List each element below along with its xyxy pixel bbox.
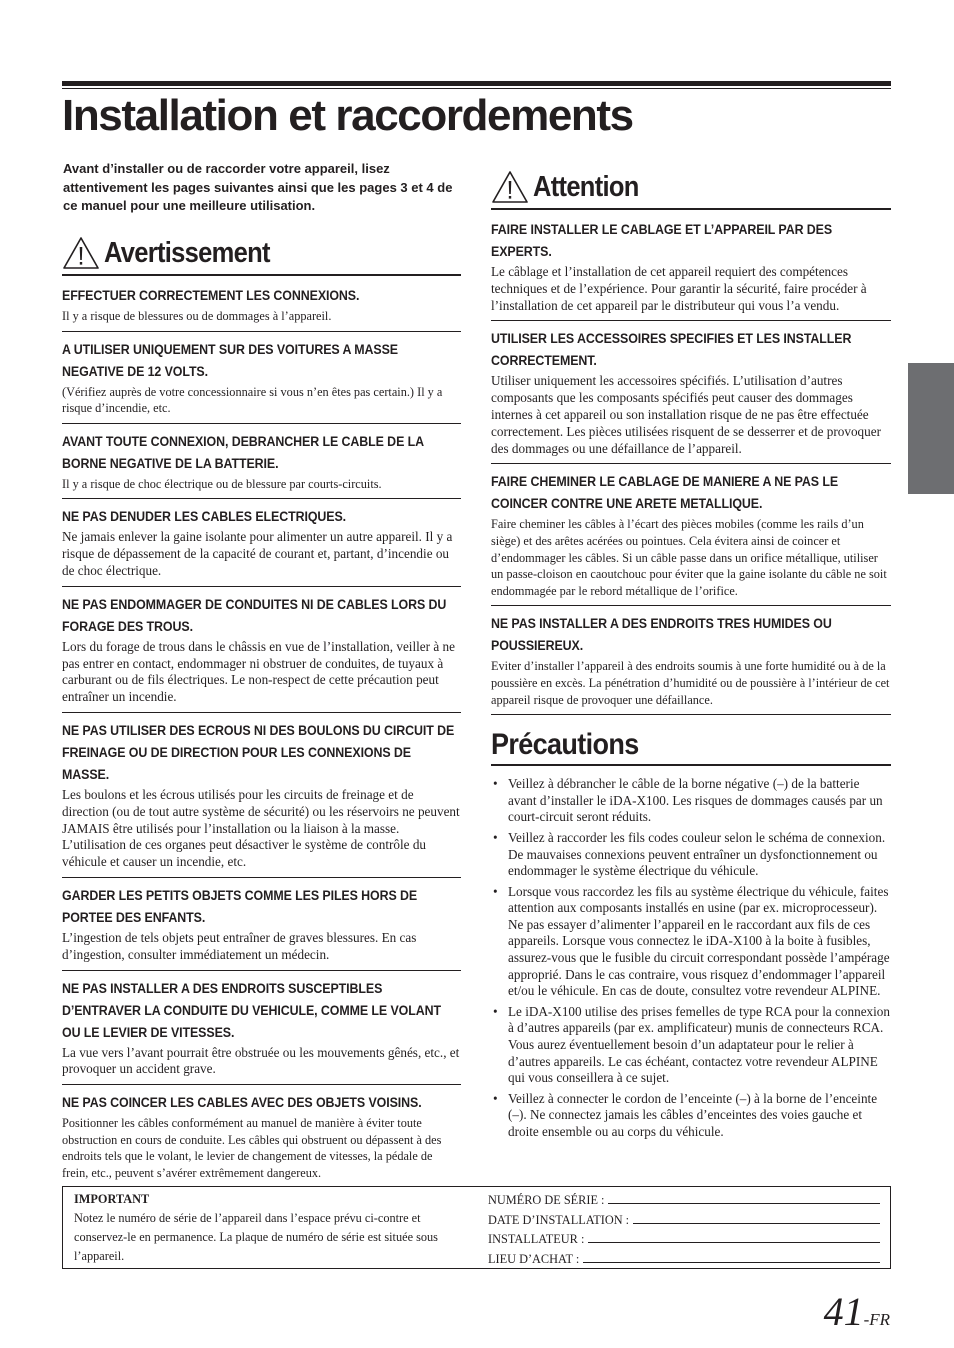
place-of-purchase-field [488,1249,880,1269]
warning-triangle-icon [491,170,529,204]
precaution-text: Veillez à débrancher le câble de la borne négative (–) de la batterie avant d’installer le iDA-X100. Les risques de dommages causés par un court-circuit seront réduits. [508,776,883,825]
precaution-text: Veillez à connecter le cordon de l’enceinte (–) à la borne de l’enceinte (–). Ne connectez jamais les câbles d’enceintes des voies gauche et droite ensemble ou au corps du véhicule. [508,1090,878,1139]
caution-heading: FAIRE INSTALLER LE CABLAGE ET L’APPAREIL PAR DES EXPERTS. [491,222,833,259]
warning-heading: NE PAS UTILISER DES ECROUS NI DES BOULONS DU CIRCUIT DE FREINAGE OU DE DIRECTION POUR LES CONNEXIONS DE MASSE. [62,722,455,782]
warning-body: Les boulons et les écrous utilisés pour les circuits de freinage et de direction (ou de tout autre système de sécurité) ou les réservoirs ne peuvent JAMAIS être utilisés pour l’installation ou la liaison à la masse. L’utilisation de ces organes peut désactiver le système de contrôle du véhicule et causer un incendie, etc. [62,786,460,870]
warning-body: Positionner les câbles conformément au manuel de manière à éviter toute obstruction en cours de conduite. Les câbles qui obstruent ou dépassent à des endroits tels que le volant, le levier de changement de vitesses, la pédale de frein, etc., peuvent s’avérer extrêmement dangereux. [62,1116,442,1180]
caution-heading: NE PAS INSTALLER A DES ENDROITS TRES HUMIDES OU POUSSIEREUX. [491,616,832,654]
caution-item [491,471,891,606]
important-title: IMPORTANT [74,1192,150,1206]
avertissement-header [62,236,461,276]
warning-body: Il y a risque de choc électrique ou de blessure par courts-circuits. [62,476,382,491]
installer-field [488,1229,880,1249]
precaution-item [491,1004,891,1087]
warning-heading: NE PAS COINCER LES CABLES AVEC DES OBJETS VOISINS. [62,1095,422,1111]
page-number [824,1288,890,1335]
blank-line [633,1210,880,1224]
caution-item [491,613,891,715]
precaution-item [491,884,891,1000]
warning-item [62,885,461,971]
warning-heading: EFFECTUER CORRECTEMENT LES CONNEXIONS. [62,288,360,303]
warning-item [62,285,461,332]
section-side-tab [908,363,954,494]
left-column [62,236,461,1195]
caution-body: Le câblage et l’installation de cet appareil requiert des compétences techniques et de l’expérience. Pour garantir la sécurité, faire procéder à l’installation de cet appareil par le distributeur qui vous l’a vendu. [491,264,867,313]
page-number-suffix: -FR [863,1310,890,1329]
bullet-icon: • [493,1003,498,1019]
serial-number-field [488,1190,880,1210]
precaution-text: Veillez à raccorder les fils codes couleur selon le schéma de connexion. De mauvaises connexions peuvent entraîner un dysfonctionnement ou endommager le système électrique du véhicule. [508,829,886,879]
blank-line [583,1249,880,1263]
intro-paragraph: Avant d’installer ou de raccorder votre appareil, lisez attentivement les pages suivantes ainsi que les pages 3 et 4 de ce manuel pour une meilleure utilisation. [63,161,453,213]
warning-item [62,978,461,1086]
caution-body: Eviter d’installer l’appareil à des endroits soumis à une forte humidité ou à de la poussière en excès. La pénétration d’humidité ou de poussière à l’intérieur de cet appareil risque de provoquer une défaillance. [491,659,890,707]
title-rule-thin [62,88,891,89]
warning-heading: A UTILISER UNIQUEMENT SUR DES VOITURES A MASSE NEGATIVE DE 12 VOLTS. [62,341,398,379]
warning-body: (Vérifiez auprès de votre concessionnaire si vous n’en êtes pas certain.) Il y a risque d’incendie, etc. [62,384,443,416]
precaution-item [491,1091,891,1141]
registration-fields [488,1190,880,1269]
bullet-icon: • [493,1090,498,1106]
precautions-header [491,727,891,766]
warning-heading: NE PAS INSTALLER A DES ENDROITS SUSCEPTIBLES D’ENTRAVER LA CONDUITE DU VEHICULE, COMME LE VOLANT OU LE LEVIER DE VITESSES. [62,980,441,1040]
page-number-value: 41 [823,1289,864,1334]
precautions-title: Précautions [491,728,639,762]
precaution-text: Le iDA-X100 utilise des prises femelles de type RCA pour la connexion à d’autres appareils (par ex. amplificateur) munis de connecteurs RCA. Vous aurez éventuellement besoin d’un adaptateur pour le relier à d’autres appareils. Le cas échéant, contactez votre revendeur ALPINE qui vous conseillera à ce sujet. [508,1003,890,1086]
blank-line [588,1229,880,1243]
warning-item [62,339,461,424]
warning-body: L’ingestion de tels objets peut entraîner de graves blessures. En cas d’ingestion, consulter immédiatement un médecin. [62,929,417,962]
precaution-text: Lorsque vous raccordez les fils au système électrique du véhicule, faites attention aux composants installés en usine (par ex. microprocesseur). Ne pas essayer d’alimenter l’appareil en le raccordant aux fils de ces appareils. Lorsque vous connectez le iDA-X100 à la boite à fusibles, assurez-vous que le fusible du circuit correspondant possède l’ampérage approprié. Dans le cas contraire, vous risquez d’endommager l’appareil et/ou le véhicule. En cas de doute, consultez votre revendeur ALPINE. [508,883,890,999]
installation-date-field [488,1210,880,1230]
bullet-icon: • [493,883,498,899]
precaution-item [491,830,891,880]
page-title: Installation et raccordements [62,91,633,140]
warning-body: Lors du forage de trous dans le châssis en vue de l’installation, veiller à ne pas entrer en contact, endommager ni obstruer de conduites, de tuyaux à carburant ou de fils électriques. Le non-respect de cette précaution peut entraîner un incendie. [62,638,455,705]
precaution-item [491,776,891,826]
caution-item [491,219,891,321]
important-box [62,1186,891,1269]
warning-triangle-icon [62,236,100,270]
caution-body: Faire cheminer les câbles à l’écart des pièces mobiles (comme les rails d’un siège) et des arêtes acérées ou pointues. Cela évitera ainsi de coincer et d’endommager les câbles. Si un câble passe dans un orifice métallique, utiliser un passe-cloison en caoutchouc pour éviter que la gaine isolante du câble ne soit endommagée par le rebord métallique de l’orifice. [491,517,887,598]
warning-item [62,720,461,878]
warning-heading: NE PAS ENDOMMAGER DE CONDUITES NI DE CABLES LORS DU FORAGE DES TROUS. [62,596,447,634]
right-column [491,170,891,1145]
warning-heading: NE PAS DENUDER LES CABLES ELECTRIQUES. [62,509,347,525]
attention-header [491,170,891,210]
warning-item [62,1092,461,1187]
important-note [74,1190,469,1266]
bullet-icon: • [493,829,498,845]
caution-heading: UTILISER LES ACCESSOIRES SPECIFIES ET LES INSTALLER CORRECTEMENT. [491,331,852,369]
caution-item [491,328,891,464]
field-label: LIEU D’ACHAT : [488,1252,580,1267]
caution-heading: FAIRE CHEMINER LE CABLAGE DE MANIERE A NE PAS LE COINCER CONTRE UNE ARETE METALLIQUE. [491,474,839,512]
precautions-list [491,776,891,1140]
bullet-icon: • [493,776,498,792]
warning-body: La vue vers l’avant pourrait être obstruée ou les mouvements gênés, etc., et provoquer un accident grave. [62,1044,460,1077]
warning-item [62,506,461,586]
field-label: INSTALLATEUR : [488,1232,585,1247]
warning-heading: GARDER LES PETITS OBJETS COMME LES PILES HORS DE PORTEE DES ENFANTS. [62,887,418,925]
blank-line [608,1190,880,1204]
warning-item [62,431,461,500]
title-rule-thick [62,81,891,86]
important-body: Notez le numéro de série de l’appareil dans l’espace prévu ci-contre et conservez-le en permanence. La plaque de numéro de série est située sous l’appareil. [74,1211,438,1263]
field-label: DATE D’INSTALLATION : [488,1212,630,1227]
caution-body: Utiliser uniquement les accessoires spécifiés. L’utilisation d’autres composants que les composants spécifiés peut causer des dommages internes à cet appareil ou son installation risque de ne pas être effectuée correctement. Les pièces utilisées risquent de se desserrer et de provoquer des dommages ou une défaillance de l’appareil. [491,373,881,456]
warning-item [62,594,461,713]
avertissement-title: Avertissement [104,237,270,269]
attention-title: Attention [533,171,639,203]
warning-heading: AVANT TOUTE CONNEXION, DEBRANCHER LE CABLE DE LA BORNE NEGATIVE DE LA BATTERIE. [62,433,424,471]
field-label: NUMÉRO DE SÉRIE : [488,1193,605,1207]
warning-body: Il y a risque de blessures ou de dommages à l’appareil. [62,309,332,323]
warning-body: Ne jamais enlever la gaine isolante pour alimenter un autre appareil. Il y a risque de dépassement de la capacité de courant et, partant, d’incendie ou de choc électrique. [62,529,453,578]
